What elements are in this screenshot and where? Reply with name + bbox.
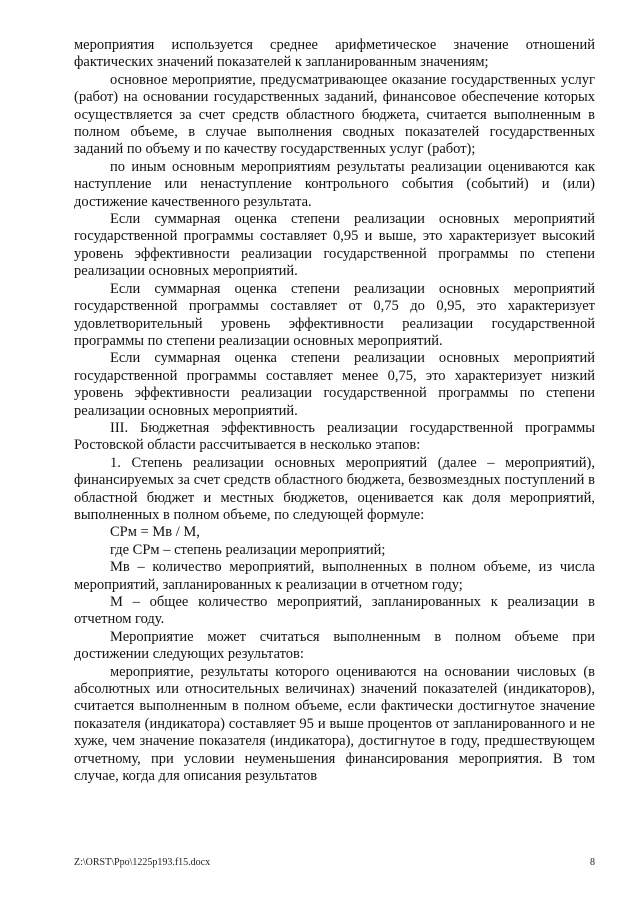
paragraph: Если суммарная оценка степени реализации основных мероприятий государственной программы составляет менее 0,75, это характеризует низкий уровень эффективности реализации государственной программы по степени реализации основных мероприятий. bbox=[74, 350, 595, 419]
paragraph: Если суммарная оценка степени реализации основных мероприятий государственной программы составляет 0,95 и выше, это характеризует высокий уровень эффективности реализации государственной программы по степени реализации основных мероприятий. bbox=[74, 211, 595, 280]
paragraph: где СРм – степень реализации мероприятий; bbox=[110, 541, 386, 558]
paragraph: III. Бюджетная эффективность реализации государственной программы Ростовской области рассчитывается в несколько этапов: bbox=[74, 419, 595, 454]
document-body bbox=[74, 37, 595, 785]
paragraph: по иным основным мероприятиям результаты реализации оцениваются как наступление или ненаступление контрольного события (событий) и (или) достижение качественного результата. bbox=[74, 158, 595, 210]
paragraph: 1. Степень реализации основных мероприятий (далее – мероприятий), финансируемых за счет средств областного бюджета, безвозмездных поступлений в областной бюджет и местных бюджетов, оценивается как доля мероприятий, выполненных в полном объеме, по следующей формуле: bbox=[74, 454, 595, 523]
paragraph: мероприятие, результаты которого оцениваются на основании числовых (в абсолютных или относительных величинах) значений показателей (индикаторов), считается выполненным в полном объеме, если фактически достигнутое значение показателя (индикатора) составляет 95 и выше процентов от запланированного и не хуже, чем значение показателя (индикатора), достигнутое в году, предшествующем отчетному, при условии неуменьшения финансирования мероприятия. В том случае, когда для описания результатов bbox=[74, 663, 595, 785]
file-path: Z:\ORST\Ppo\1225p193.f15.docx bbox=[74, 857, 211, 868]
formula: СРм = Мв / М, bbox=[110, 524, 200, 541]
paragraph: Мв – количество мероприятий, выполненных в полном объеме, из числа мероприятий, запланированных к реализации в отчетном году; bbox=[74, 559, 595, 593]
page-number: 8 bbox=[590, 857, 595, 868]
paragraph: Если суммарная оценка степени реализации основных мероприятий государственной программы составляет от 0,75 до 0,95, это характеризует удовлетворительный уровень эффективности реализации государственной программы по степени реализации основных мероприятий. bbox=[74, 280, 595, 349]
paragraph: М – общее количество мероприятий, запланированных к реализации в отчетном году. bbox=[74, 594, 595, 628]
paragraph: основное мероприятие, предусматривающее оказание государственных услуг (работ) на основании государственных заданий, финансовое обеспечение которых осуществляется за счет средств областного бюджета, считается выполненным в полном объеме, в случае выполнения сводных показателей государственных заданий по объему и по качеству государственных услуг (работ); bbox=[74, 71, 595, 158]
paragraph: Мероприятие может считаться выполненным в полном объеме при достижении следующих результатов: bbox=[74, 628, 595, 663]
paragraph: мероприятия используется среднее арифметическое значение отношений фактических значений показателей к запланированным значениям; bbox=[74, 37, 595, 71]
